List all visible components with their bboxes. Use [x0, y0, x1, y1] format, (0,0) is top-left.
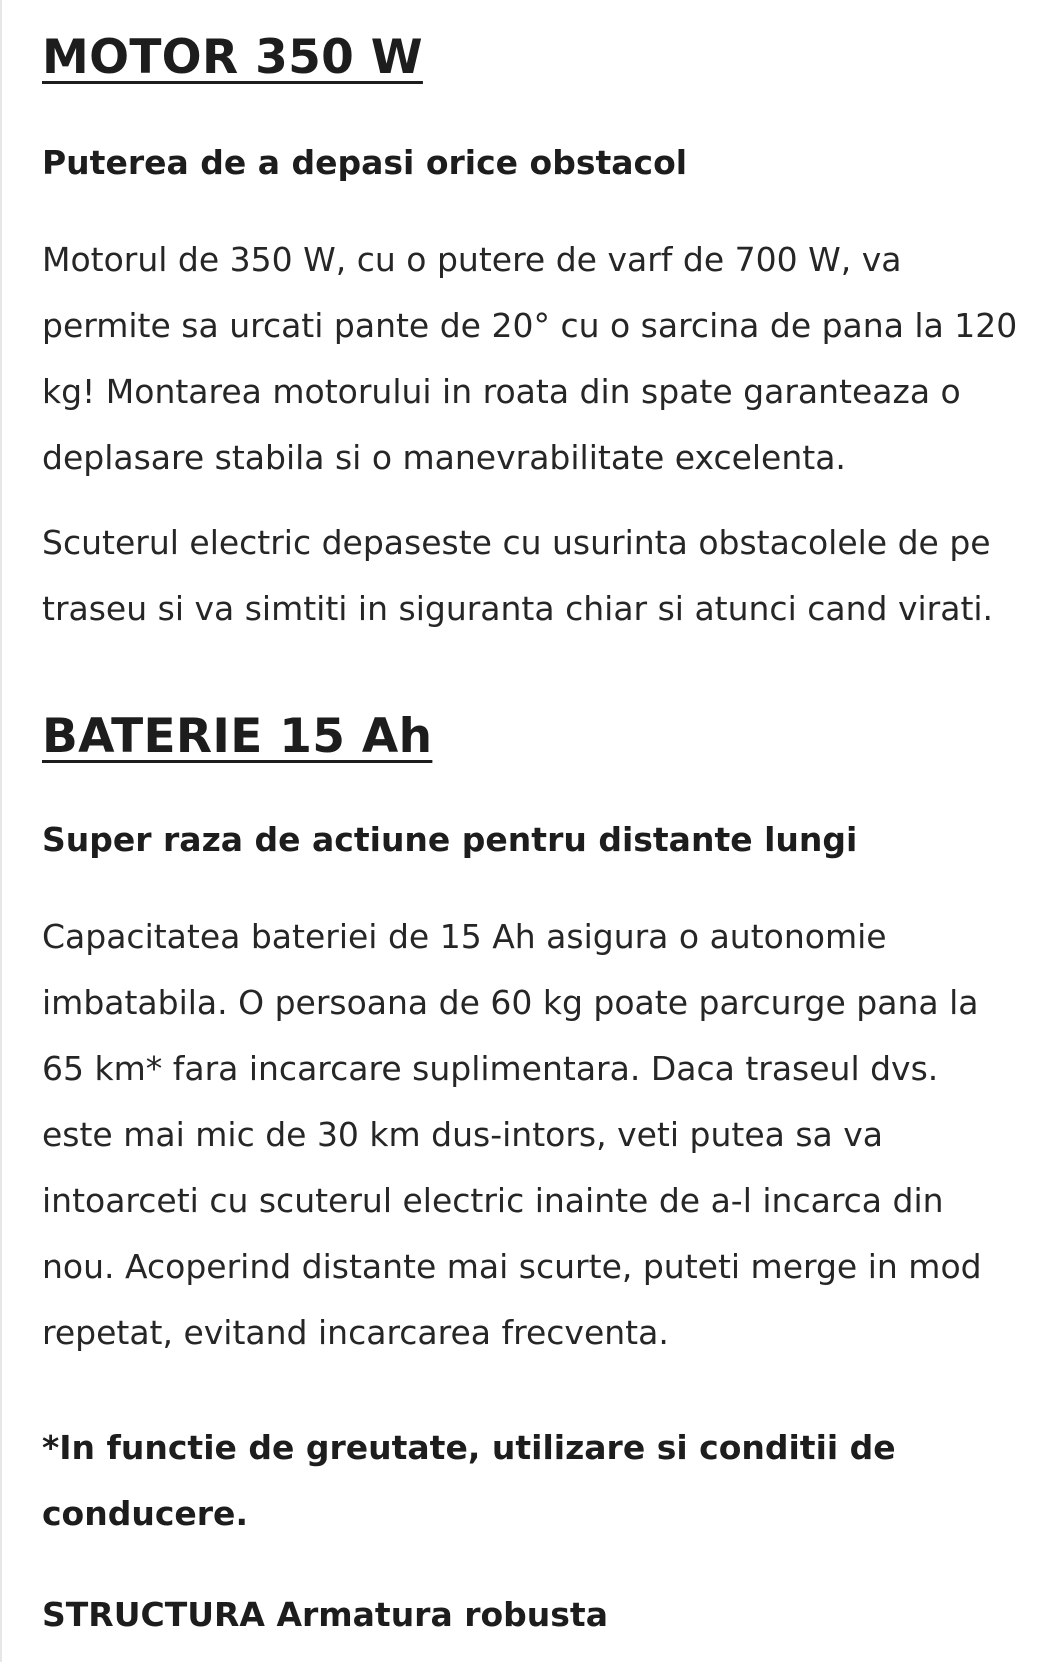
text-line: conducere. — [42, 1494, 248, 1533]
text-line: permite sa urcati pante de 20° cu o sarcina de pana la 120 — [42, 306, 1018, 345]
text-line: nou. Acoperind distante mai scurte, puteti merge in mod — [42, 1247, 982, 1286]
text-line: deplasare stabila si o manevrabilitate excelenta. — [42, 438, 846, 477]
text-line: repetat, evitand incarcarea frecventa. — [42, 1313, 669, 1352]
text-line: *In functie de greutate, utilizare si conditii de — [42, 1428, 896, 1467]
motor-heading: MOTOR 350 W — [42, 30, 423, 85]
motor-paragraph-2 — [42, 510, 1037, 642]
text-line: intoarceti cu scuterul electric inainte de a-l incarca din — [42, 1181, 944, 1220]
text-line: Capacitatea bateriei de 15 Ah asigura o autonomie — [42, 917, 887, 956]
page-left-edge — [0, 0, 2, 1662]
baterie-heading: BATERIE 15 Ah — [42, 709, 433, 764]
baterie-subheading: Super raza de actiune pentru distante lungi — [42, 820, 858, 859]
structura-heading: STRUCTURA Armatura robusta — [42, 1595, 608, 1634]
motor-subheading: Puterea de a depasi orice obstacol — [42, 143, 688, 182]
text-line: kg! Montarea motorului in roata din spate garanteaza o — [42, 372, 961, 411]
text-line: 65 km* fara incarcare suplimentara. Daca traseul dvs. — [42, 1049, 939, 1088]
baterie-footnote — [42, 1415, 1032, 1547]
text-line: Scuterul electric depaseste cu usurinta obstacolele de pe — [42, 523, 991, 562]
text-line: traseu si va simtiti in siguranta chiar si atunci cand virati. — [42, 589, 994, 628]
text-line: este mai mic de 30 km dus-intors, veti putea sa va — [42, 1115, 883, 1154]
baterie-paragraph — [42, 904, 1037, 1366]
text-line: imbatabila. O persoana de 60 kg poate parcurge pana la — [42, 983, 979, 1022]
text-line: Motorul de 350 W, cu o putere de varf de 700 W, va — [42, 240, 902, 279]
motor-paragraph-1 — [42, 227, 1037, 491]
